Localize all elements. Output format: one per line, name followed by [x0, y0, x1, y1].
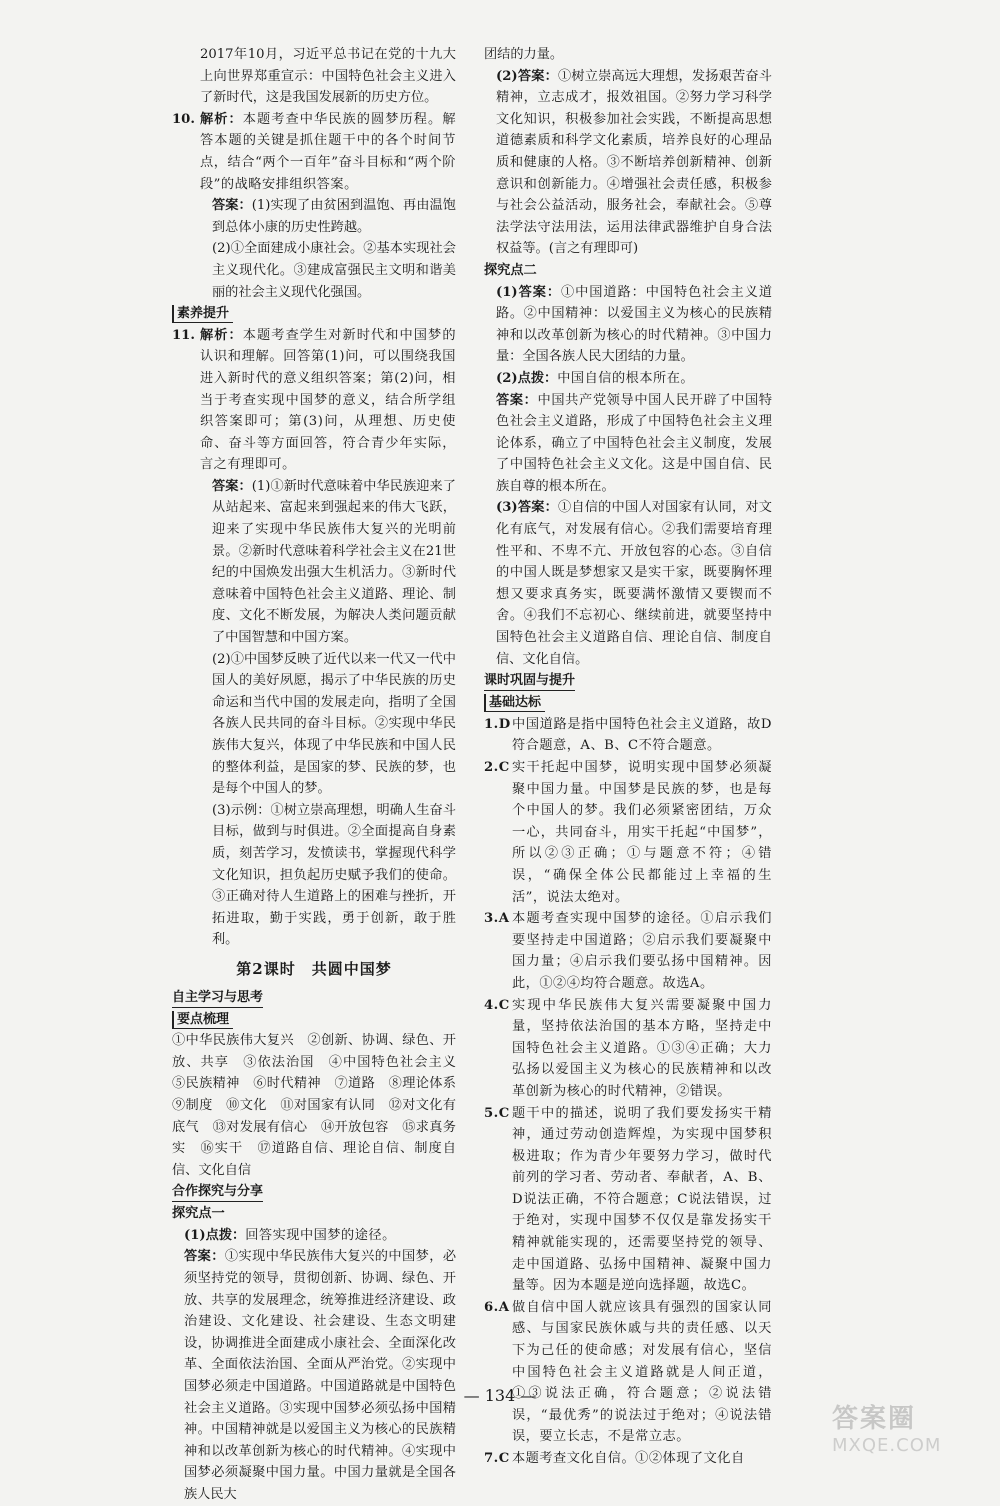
question-number: 11. [172, 327, 195, 343]
list-item [484, 908, 772, 994]
answer-label: 答案： [212, 198, 252, 214]
answer-label: (2)答案： [496, 68, 559, 84]
explore-point-1: 探究点一 [172, 1206, 225, 1222]
q10-answer-1: (1)实现了由贫困到温饱、再由温饱到总体小康的历史性跨越。 [212, 198, 456, 235]
item-number: 1.D [484, 716, 511, 732]
section-zizhu: 自主学习与思考 [172, 989, 263, 1008]
q11-analysis: 本题考查学生对新时代和中国梦的认识和理解。回答第(1)问，可以围绕我国进入新时代的意义组织答案；第(2)问，相当于考查实现中国梦的意义，结合所学组织答案即可；第(3)问，从理想、历史使命、奋斗等方面回答，符合青少年实际，言之有理即可。 [200, 327, 457, 473]
item-number: 6.A [484, 1299, 510, 1315]
list-item [484, 1103, 772, 1297]
t2-hint: 中国自信的根本所在。 [557, 370, 695, 386]
t2-q2-answer: 中国共产党领导中国人民开辟了中国特色社会主义道路，形成了中国特色社会主义理论体系，确立了中国特色社会主义制度，发展了中国特色社会主义文化。这是中国自信、民族自尊的根本所在。 [496, 392, 773, 494]
intro-paragraph: 2017年10月，习近平总书记在党的十九大上向世界郑重宣示：中国特色社会主义进入了新时代，这是我国发展新的历史方位。 [200, 47, 456, 106]
question-11 [172, 325, 456, 951]
list-item [484, 1297, 772, 1448]
question-10 [172, 109, 456, 303]
lesson-title: 第2课时 共圆中国梦 [236, 959, 392, 978]
q11-answer-1: (1)①新时代意味着中华民族迎来了从站起来、富起来到强起来的伟大飞跃，迎来了实现中华民族伟大复兴的光明前景。②新时代意味着科学社会主义在21世纪的中国焕发出强大生机活力。③新时代意味着中国特色社会主义道路、理论、制度、文化不断发展，为解决人类问题贡献了中国智慧和中国方案。 [212, 478, 456, 646]
item-text: 本题考查文化自信。①②体现了文化自 [512, 1451, 745, 1466]
t1-q2-answer: ①树立崇高远大理想，发扬艰苦奋斗精神，立志成才，报效祖国。②努力学习科学文化知识，积极参加社会实践，不断提高思想道德素质和科学文化素质，培养良好的心理品质和健康的人格。③不断培养创新精神、创新意识和创新能力。④增强社会责任感，积极参与社会公益活动，服务社会，奉献社会。⑤尊法学法守法用法，运用法律武器维护自身合法权益等。(言之有理即可) [496, 68, 772, 257]
question-number: 10. [172, 111, 195, 127]
watermark-url: MXQE.COM [832, 1435, 942, 1456]
watermark-title: 答案圈 [832, 1404, 917, 1434]
list-item [484, 757, 772, 908]
item-number: 3.A [484, 911, 510, 927]
analysis-label: 解析： [200, 111, 243, 127]
t1-hint: 回答实现中国梦的途径。 [245, 1227, 396, 1243]
section-keshi: 课时巩固与提升 [484, 672, 575, 691]
watermark-logo [832, 1398, 992, 1458]
item-text: 题干中的描述，说明了我们要发扬实干精神，通过劳动创造辉煌，为实现中国梦积极进取；作为青少年要努力学习，做时代前列的学习者、劳动者、奉献者，A、B、D说法正确，不符合题意；C说法错误，过于绝对，实现中国梦不仅仅是靠发扬实干精神就能实现的，还需要坚持党的领导、走中国道路、弘扬中国精神、凝聚中国力量等。因为本题是逆向选择题，故选C。 [512, 1105, 772, 1294]
item-number: 7.C [484, 1451, 510, 1466]
analysis-label: 解析： [200, 327, 243, 343]
section-box-yaodian: 要点梳理 [172, 1011, 233, 1029]
hint-label: (1)点拨： [184, 1227, 246, 1243]
explore-point-2: 探究点二 [484, 262, 537, 278]
t1-answer: ①实现中华民族伟大复兴的中国梦，必须坚持党的领导，贯彻创新、协调、绿色、开放、共享的发展理念，统筹推进经济建设、政治建设、文化建设、社会建设、生态文明建设，协调推进全面建成小康社会、全面深化改革、全面依法治国、全面从严治党。②实现中国梦必须走中国道路。中国道路就是中国特色社会主义道路。③实现中国梦必须弘扬中国精神。中国精神就是以爱国主义为核心的民族精神和以改革创新为核心的时代精神。④实现中国梦必须凝聚中国力量。中国力量就是全国各族人民大 [184, 1249, 457, 1502]
q11-answer-2: (2)①中国梦反映了近代以来一代又一代中国人的美好夙愿，揭示了中华民族的历史命运和当代中国的发展走向，指明了全国各族人民共同的奋斗目标。②实现中华民族伟大复兴，体现了中华民族和中国人民的整体利益，是国家的梦、民族的梦，也是每个中国人的梦。 [212, 651, 456, 797]
t2-q1-answer: ①中国道路：中国特色社会主义道路。②中国精神：以爱国主义为核心的民族精神和以改革创新为核心的时代精神。③中国力量：全国各族人民大团结的力量。 [496, 284, 773, 365]
list-item [484, 1448, 772, 1470]
section-box-suyang: 素养提升 [172, 305, 233, 323]
section-hezuo: 合作探究与分享 [172, 1183, 263, 1202]
item-text: 实干托起中国梦，说明实现中国梦必须凝聚中国力量。中国梦是民族的梦，也是每个中国人的梦。我们必须紧密团结，万众一心，共同奋斗，用实干托起“中国梦”，所以②③正确；①与题意不符；④错误，“确保全体公民都能过上幸福的生活”，说法太绝对。 [512, 760, 772, 905]
item-text: 实现中华民族伟大复兴需要凝聚中国力量，坚持依法治国的基本方略，坚持走中国特色社会主义道路。①③④正确；大力弘扬以爱国主义为核心的民族精神和以改革创新为核心的时代精神，②错误。 [512, 997, 772, 1099]
q10-analysis: 本题考查中华民族的圆梦历程。解答本题的关键是抓住题干中的各个时间节点，结合“两个一百年”奋斗目标和“两个阶段”的战略安排组织答案。 [200, 111, 457, 192]
item-text: 中国道路是指中国特色社会主义道路，故D符合题意，A、B、C不符合题意。 [512, 716, 772, 754]
hint-label: (2)点拨： [496, 370, 558, 386]
section-box-jichu: 基础达标 [484, 694, 545, 712]
answer-label: 答案： [212, 478, 252, 494]
item-number: 4.C [484, 997, 510, 1013]
answer-label: 答案： [496, 392, 538, 408]
answer-label: (3)答案： [496, 500, 559, 516]
item-number: 2.C [484, 760, 510, 775]
item-text: 本题考查实现中国梦的途径。①启示我们要坚持走中国道路；②启示我们要凝聚中国力量；④启示我们要弘扬中国精神。因此，①②④均符合题意。故选A。 [512, 911, 772, 991]
q10-answer-2: (2)①全面建成小康社会。②基本实现社会主义现代化。③建成富强民主文明和谐美丽的社会主义现代化强国。 [212, 241, 456, 300]
t2-q3-answer: ①自信的中国人对国家有认同，对文化有底气，对发展有信心。②我们需要培育理性平和、不卑不亢、开放包容的心态。③自信的中国人既是梦想家又是实干家，既要胸怀理想又要求真务实，既要满怀激情又要锲而不舍。④我们不忘初心、继续前进，就要坚持中国特色社会主义道路自信、理论自信、制度自信、文化自信。 [496, 500, 772, 667]
q11-answer-3: (3)示例：①树立崇高理想，明确人生奋斗目标，做到与时俱进。②全面提高自身素质，刻苦学习，发愤读书，掌握现代科学文化知识，担负起历史赋予我们的使命。③正确对待人生道路上的困难与挫折，开拓进取，勤于实践，勇于创新，敢于胜利。 [212, 802, 456, 948]
list-item [484, 714, 772, 757]
continued-text: 团结的力量。 [484, 47, 564, 62]
answer-label: 答案： [184, 1249, 225, 1265]
right-column [484, 44, 772, 1470]
item-text: 做自信中国人就应该具有强烈的国家认同感、与国家民族休戚与共的责任感、以天下为己任的使命感；对发展有信心，坚信中国特色社会主义道路就是人间正道，①③说法正确，符合题意；②说法错误，“最优秀”的说法过于绝对；④说法错误，要立长志，不是常立志。 [512, 1299, 772, 1445]
item-number: 5.C [484, 1105, 510, 1121]
answer-label: (1)答案： [496, 284, 561, 300]
list-item [484, 995, 772, 1103]
key-points: ①中华民族伟大复兴 ②创新、协调、绿色、开放、共享 ③依法治国 ④中国特色社会主义 ⑤民族精神 ⑥时代精神 ⑦道路 ⑧理论体系 ⑨制度 ⑩文化 ⑪对国家有认同 ⑫对文化有底气 ⑬对发展有信心 ⑭开放包容 ⑮求真务实 ⑯实干 ⑰道路自信、理论自信、制度自信、文化自信 [172, 1033, 470, 1178]
page-number: — 134 — [463, 1386, 537, 1405]
left-column [172, 44, 470, 1506]
